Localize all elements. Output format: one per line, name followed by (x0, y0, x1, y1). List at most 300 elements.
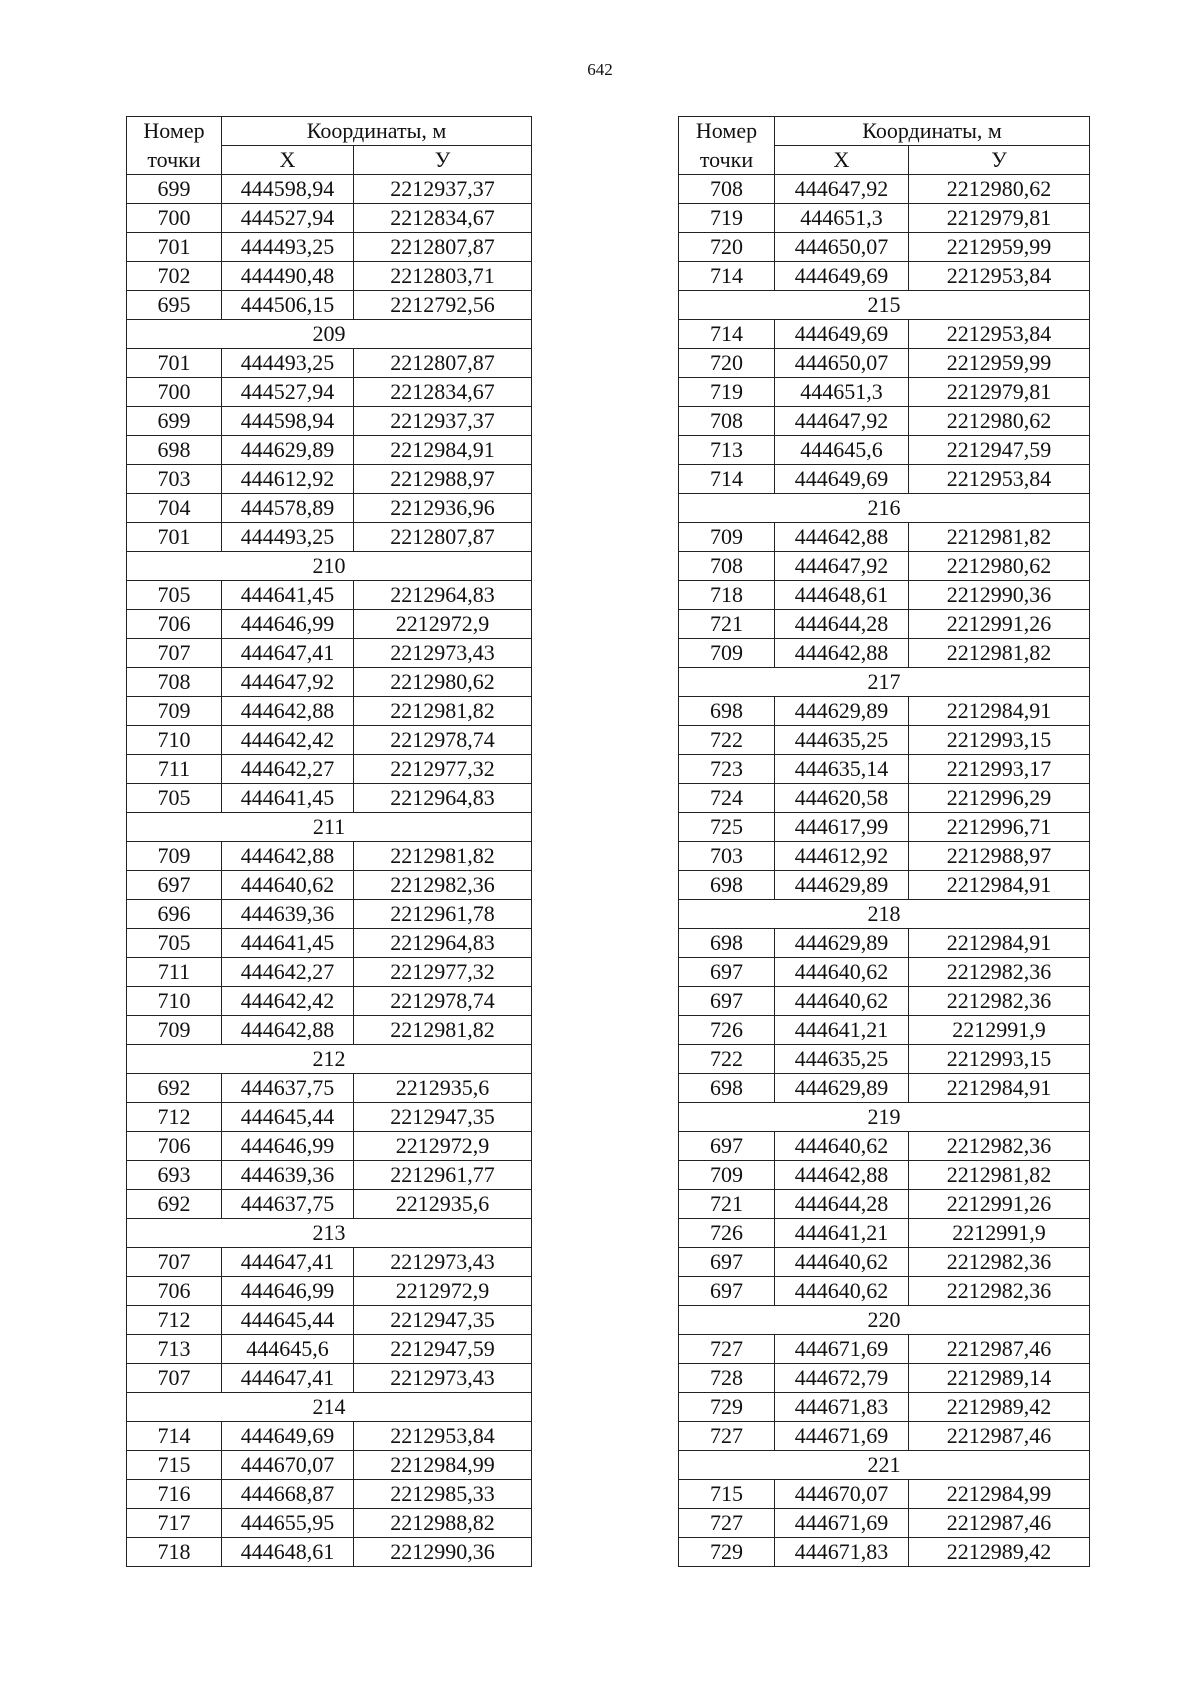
x-coordinate-cell: 444670,07 (222, 1451, 354, 1480)
table-row (127, 1103, 532, 1132)
table-row (679, 842, 1090, 871)
y-coordinate-cell: 2212947,59 (909, 436, 1090, 465)
x-coordinate-cell: 444639,36 (222, 900, 354, 929)
y-coordinate-cell: 2212981,82 (909, 639, 1090, 668)
point-number-cell: 695 (127, 291, 222, 320)
x-coordinate-cell: 444649,69 (775, 262, 909, 291)
y-coordinate-cell: 2212988,97 (909, 842, 1090, 871)
point-number-cell: 707 (127, 639, 222, 668)
x-coordinate-cell: 444617,99 (775, 813, 909, 842)
x-coordinate-cell: 444642,88 (775, 639, 909, 668)
table-row (679, 1335, 1090, 1364)
y-coordinate-cell: 2212978,74 (354, 726, 532, 755)
x-coordinate-cell: 444641,45 (222, 581, 354, 610)
x-coordinate-cell: 444671,69 (775, 1509, 909, 1538)
point-number-cell: 713 (679, 436, 775, 465)
point-number-cell: 692 (127, 1074, 222, 1103)
x-coordinate-cell: 444646,99 (222, 1132, 354, 1161)
table-row (679, 1509, 1090, 1538)
coordinates-header: Координаты, м (775, 117, 1090, 146)
y-coordinate-cell: 2212807,87 (354, 233, 532, 262)
table-row (679, 639, 1090, 668)
x-coordinate-cell: 444644,28 (775, 1190, 909, 1219)
point-number-cell: 705 (127, 581, 222, 610)
y-coordinate-cell: 2212981,82 (909, 1161, 1090, 1190)
y-coordinate-cell: 2212964,83 (354, 929, 532, 958)
x-coordinate-cell: 444637,75 (222, 1190, 354, 1219)
x-coordinate-cell: 444612,92 (222, 465, 354, 494)
y-coordinate-cell: 2212989,42 (909, 1538, 1090, 1567)
table-row (127, 1538, 532, 1567)
point-number-cell: 704 (127, 494, 222, 523)
table-row (127, 1335, 532, 1364)
table-row (127, 958, 532, 987)
table-row (679, 204, 1090, 233)
table-row (679, 407, 1090, 436)
point-number-cell: 722 (679, 726, 775, 755)
x-coordinate-cell: 444641,45 (222, 784, 354, 813)
point-number-cell: 718 (127, 1538, 222, 1567)
table-row (127, 175, 532, 204)
x-coordinate-cell: 444635,25 (775, 1045, 909, 1074)
table-row (127, 1277, 532, 1306)
y-coordinate-cell: 2212996,71 (909, 813, 1090, 842)
x-coordinate-cell: 444650,07 (775, 349, 909, 378)
y-header: У (354, 146, 532, 175)
y-coordinate-cell: 2212936,96 (354, 494, 532, 523)
table-row (679, 697, 1090, 726)
x-coordinate-cell: 444655,95 (222, 1509, 354, 1538)
y-coordinate-cell: 2212990,36 (354, 1538, 532, 1567)
y-coordinate-cell: 2212947,35 (354, 1103, 532, 1132)
section-row (127, 552, 532, 581)
point-number-cell: 700 (127, 204, 222, 233)
y-coordinate-cell: 2212980,62 (909, 175, 1090, 204)
x-coordinate-cell: 444651,3 (775, 378, 909, 407)
x-coordinate-cell: 444642,88 (222, 1016, 354, 1045)
y-coordinate-cell: 2212973,43 (354, 639, 532, 668)
x-coordinate-cell: 444647,92 (775, 407, 909, 436)
point-number-cell: 715 (679, 1480, 775, 1509)
table-row (679, 349, 1090, 378)
point-number-cell: 709 (679, 1161, 775, 1190)
section-number: 209 (127, 320, 532, 349)
table-row (127, 1190, 532, 1219)
point-number-cell: 717 (127, 1509, 222, 1538)
point-number-cell: 722 (679, 1045, 775, 1074)
section-row (679, 494, 1090, 523)
y-coordinate-cell: 2212987,46 (909, 1335, 1090, 1364)
y-coordinate-cell: 2212947,59 (354, 1335, 532, 1364)
point-number-cell: 710 (127, 987, 222, 1016)
point-number-cell: 710 (127, 726, 222, 755)
point-number-cell: 697 (679, 958, 775, 987)
x-coordinate-cell: 444640,62 (775, 987, 909, 1016)
y-coordinate-cell: 2212984,99 (909, 1480, 1090, 1509)
point-number-cell: 699 (127, 175, 222, 204)
point-number-cell: 721 (679, 1190, 775, 1219)
y-coordinate-cell: 2212792,56 (354, 291, 532, 320)
y-coordinate-cell: 2212982,36 (354, 871, 532, 900)
y-coordinate-cell: 2212964,83 (354, 784, 532, 813)
x-coordinate-cell: 444651,3 (775, 204, 909, 233)
point-number-cell: 712 (127, 1103, 222, 1132)
section-number: 221 (679, 1451, 1090, 1480)
section-number: 215 (679, 291, 1090, 320)
table-row (679, 523, 1090, 552)
point-number-cell: 708 (679, 552, 775, 581)
x-coordinate-cell: 444642,88 (222, 697, 354, 726)
y-coordinate-cell: 2212993,17 (909, 755, 1090, 784)
point-number-cell: 729 (679, 1538, 775, 1567)
x-coordinate-cell: 444639,36 (222, 1161, 354, 1190)
x-coordinate-cell: 444671,83 (775, 1538, 909, 1567)
table-row (679, 552, 1090, 581)
x-coordinate-cell: 444671,69 (775, 1335, 909, 1364)
table-row (127, 436, 532, 465)
point-number-cell: 698 (127, 436, 222, 465)
x-coordinate-cell: 444645,6 (222, 1335, 354, 1364)
y-coordinate-cell: 2212935,6 (354, 1074, 532, 1103)
x-coordinate-cell: 444647,41 (222, 639, 354, 668)
table-row (679, 813, 1090, 842)
y-coordinate-cell: 2212982,36 (909, 1132, 1090, 1161)
point-number-cell: 719 (679, 378, 775, 407)
x-coordinate-cell: 444642,27 (222, 958, 354, 987)
y-coordinate-cell: 2212980,62 (909, 552, 1090, 581)
x-coordinate-cell: 444640,62 (775, 1132, 909, 1161)
table-row (127, 1161, 532, 1190)
table-row (679, 1045, 1090, 1074)
table-row (127, 581, 532, 610)
y-coordinate-cell: 2212993,15 (909, 1045, 1090, 1074)
table-row (679, 1132, 1090, 1161)
x-coordinate-cell: 444506,15 (222, 291, 354, 320)
y-coordinate-cell: 2212981,82 (354, 697, 532, 726)
y-coordinate-cell: 2212996,29 (909, 784, 1090, 813)
x-coordinate-cell: 444650,07 (775, 233, 909, 262)
table-row (679, 581, 1090, 610)
point-number-cell: 699 (127, 407, 222, 436)
point-number-cell: 697 (679, 1248, 775, 1277)
y-header: У (909, 146, 1090, 175)
coordinates-header: Координаты, м (222, 117, 532, 146)
point-number-cell: 700 (127, 378, 222, 407)
y-coordinate-cell: 2212961,78 (354, 900, 532, 929)
y-coordinate-cell: 2212834,67 (354, 204, 532, 233)
y-coordinate-cell: 2212984,91 (909, 871, 1090, 900)
table-row (679, 929, 1090, 958)
table-row (127, 262, 532, 291)
table-row (127, 755, 532, 784)
x-coordinate-cell: 444646,99 (222, 1277, 354, 1306)
y-coordinate-cell: 2212991,26 (909, 610, 1090, 639)
y-coordinate-cell: 2212984,91 (354, 436, 532, 465)
table-row (679, 1248, 1090, 1277)
x-coordinate-cell: 444647,41 (222, 1248, 354, 1277)
table-row (679, 262, 1090, 291)
y-coordinate-cell: 2212991,9 (909, 1219, 1090, 1248)
section-row (127, 1393, 532, 1422)
point-number-cell: 698 (679, 697, 775, 726)
y-coordinate-cell: 2212984,91 (909, 929, 1090, 958)
y-coordinate-cell: 2212953,84 (909, 320, 1090, 349)
point-number-cell: 725 (679, 813, 775, 842)
table-row (127, 987, 532, 1016)
y-coordinate-cell: 2212988,82 (354, 1509, 532, 1538)
point-number-cell: 692 (127, 1190, 222, 1219)
x-coordinate-cell: 444629,89 (775, 871, 909, 900)
point-number-cell: 720 (679, 349, 775, 378)
table-row (679, 1161, 1090, 1190)
x-header: Х (775, 146, 909, 175)
point-number-cell: 719 (679, 204, 775, 233)
x-coordinate-cell: 444493,25 (222, 233, 354, 262)
point-number-cell: 711 (127, 958, 222, 987)
table-row (679, 1480, 1090, 1509)
point-number-cell: 709 (127, 1016, 222, 1045)
y-coordinate-cell: 2212978,74 (354, 987, 532, 1016)
x-coordinate-cell: 444635,14 (775, 755, 909, 784)
point-number-cell: 709 (679, 639, 775, 668)
table-row (127, 726, 532, 755)
table-row (127, 610, 532, 639)
header-row (127, 146, 532, 175)
x-coordinate-cell: 444649,69 (222, 1422, 354, 1451)
point-number-header-bottom: точки (127, 146, 222, 175)
point-number-cell: 727 (679, 1335, 775, 1364)
section-row (679, 1451, 1090, 1480)
x-coordinate-cell: 444645,6 (775, 436, 909, 465)
x-coordinate-cell: 444642,88 (222, 842, 354, 871)
x-coordinate-cell: 444629,89 (222, 436, 354, 465)
point-number-header-bottom: точки (679, 146, 775, 175)
x-coordinate-cell: 444648,61 (222, 1538, 354, 1567)
section-number: 212 (127, 1045, 532, 1074)
page-number: 642 (587, 60, 613, 79)
table-row (127, 204, 532, 233)
point-number-cell: 706 (127, 1277, 222, 1306)
x-coordinate-cell: 444641,21 (775, 1219, 909, 1248)
y-coordinate-cell: 2212947,35 (354, 1306, 532, 1335)
point-number-cell: 705 (127, 784, 222, 813)
section-row (127, 813, 532, 842)
y-coordinate-cell: 2212989,42 (909, 1393, 1090, 1422)
y-coordinate-cell: 2212981,82 (354, 1016, 532, 1045)
x-coordinate-cell: 444642,42 (222, 987, 354, 1016)
table-row (127, 349, 532, 378)
point-number-cell: 707 (127, 1364, 222, 1393)
point-number-cell: 698 (679, 929, 775, 958)
table-row (679, 755, 1090, 784)
section-row (127, 1219, 532, 1248)
y-coordinate-cell: 2212990,36 (909, 581, 1090, 610)
x-coordinate-cell: 444642,88 (775, 523, 909, 552)
y-coordinate-cell: 2212972,9 (354, 1132, 532, 1161)
y-coordinate-cell: 2212982,36 (909, 958, 1090, 987)
point-number-cell: 714 (679, 465, 775, 494)
y-coordinate-cell: 2212988,97 (354, 465, 532, 494)
table-row (679, 465, 1090, 494)
section-row (679, 1103, 1090, 1132)
x-coordinate-cell: 444642,27 (222, 755, 354, 784)
point-number-cell: 707 (127, 1248, 222, 1277)
y-coordinate-cell: 2212987,46 (909, 1422, 1090, 1451)
x-coordinate-cell: 444641,45 (222, 929, 354, 958)
table-row (127, 1248, 532, 1277)
point-number-cell: 729 (679, 1393, 775, 1422)
point-number-cell: 697 (127, 871, 222, 900)
table-row (679, 175, 1090, 204)
x-coordinate-cell: 444620,58 (775, 784, 909, 813)
x-coordinate-cell: 444649,69 (775, 465, 909, 494)
x-coordinate-cell: 444647,92 (775, 175, 909, 204)
x-coordinate-cell: 444637,75 (222, 1074, 354, 1103)
y-coordinate-cell: 2212935,6 (354, 1190, 532, 1219)
x-coordinate-cell: 444647,41 (222, 1364, 354, 1393)
table-row (679, 378, 1090, 407)
section-row (679, 668, 1090, 697)
point-number-cell: 701 (127, 233, 222, 262)
point-number-cell: 726 (679, 1016, 775, 1045)
table-row (127, 407, 532, 436)
y-coordinate-cell: 2212984,91 (909, 697, 1090, 726)
y-coordinate-cell: 2212953,84 (354, 1422, 532, 1451)
point-number-cell: 714 (127, 1422, 222, 1451)
point-number-cell: 701 (127, 349, 222, 378)
point-number-cell: 705 (127, 929, 222, 958)
header-row (679, 146, 1090, 175)
y-coordinate-cell: 2212937,37 (354, 407, 532, 436)
x-coordinate-cell: 444641,21 (775, 1016, 909, 1045)
section-number: 213 (127, 1219, 532, 1248)
y-coordinate-cell: 2212985,33 (354, 1480, 532, 1509)
y-coordinate-cell: 2212993,15 (909, 726, 1090, 755)
point-number-cell: 711 (127, 755, 222, 784)
y-coordinate-cell: 2212979,81 (909, 204, 1090, 233)
y-coordinate-cell: 2212937,37 (354, 175, 532, 204)
table-row (127, 1074, 532, 1103)
section-number: 219 (679, 1103, 1090, 1132)
section-row (679, 1306, 1090, 1335)
x-coordinate-cell: 444644,28 (775, 610, 909, 639)
table-row (127, 697, 532, 726)
table-row (679, 726, 1090, 755)
table-row (127, 668, 532, 697)
point-number-cell: 698 (679, 1074, 775, 1103)
section-number: 216 (679, 494, 1090, 523)
x-coordinate-cell: 444578,89 (222, 494, 354, 523)
point-number-cell: 727 (679, 1509, 775, 1538)
point-number-cell: 703 (679, 842, 775, 871)
coordinates-table-right (678, 116, 1090, 1567)
point-number-cell: 696 (127, 900, 222, 929)
point-number-cell: 708 (127, 668, 222, 697)
y-coordinate-cell: 2212982,36 (909, 987, 1090, 1016)
y-coordinate-cell: 2212964,83 (354, 581, 532, 610)
y-coordinate-cell: 2212991,9 (909, 1016, 1090, 1045)
y-coordinate-cell: 2212980,62 (354, 668, 532, 697)
point-number-cell: 697 (679, 1277, 775, 1306)
table-row (127, 465, 532, 494)
y-coordinate-cell: 2212953,84 (909, 262, 1090, 291)
table-row (127, 900, 532, 929)
point-number-cell: 714 (679, 320, 775, 349)
y-coordinate-cell: 2212803,71 (354, 262, 532, 291)
x-coordinate-cell: 444670,07 (775, 1480, 909, 1509)
point-number-cell: 720 (679, 233, 775, 262)
point-number-cell: 728 (679, 1364, 775, 1393)
y-coordinate-cell: 2212959,99 (909, 349, 1090, 378)
y-coordinate-cell: 2212982,36 (909, 1277, 1090, 1306)
y-coordinate-cell: 2212834,67 (354, 378, 532, 407)
table-row (679, 1393, 1090, 1422)
x-coordinate-cell: 444612,92 (775, 842, 909, 871)
x-coordinate-cell: 444647,92 (222, 668, 354, 697)
header-row (679, 117, 1090, 146)
table-row (127, 523, 532, 552)
y-coordinate-cell: 2212973,43 (354, 1364, 532, 1393)
table-row (679, 958, 1090, 987)
table-row (127, 233, 532, 262)
point-number-cell: 708 (679, 175, 775, 204)
point-number-cell: 714 (679, 262, 775, 291)
table-row (679, 1074, 1090, 1103)
table-row (679, 1422, 1090, 1451)
x-coordinate-cell: 444642,88 (775, 1161, 909, 1190)
y-coordinate-cell: 2212979,81 (909, 378, 1090, 407)
point-number-cell: 703 (127, 465, 222, 494)
table-row (127, 929, 532, 958)
x-coordinate-cell: 444647,92 (775, 552, 909, 581)
table-row (679, 610, 1090, 639)
coordinates-table-left (126, 116, 532, 1567)
point-number-cell: 709 (127, 842, 222, 871)
table-row (127, 639, 532, 668)
x-coordinate-cell: 444598,94 (222, 175, 354, 204)
point-number-cell: 724 (679, 784, 775, 813)
table-row (679, 320, 1090, 349)
y-coordinate-cell: 2212984,99 (354, 1451, 532, 1480)
table-row (127, 1451, 532, 1480)
section-number: 220 (679, 1306, 1090, 1335)
x-coordinate-cell: 444493,25 (222, 349, 354, 378)
y-coordinate-cell: 2212959,99 (909, 233, 1090, 262)
x-coordinate-cell: 444672,79 (775, 1364, 909, 1393)
x-coordinate-cell: 444648,61 (775, 581, 909, 610)
point-number-cell: 709 (127, 697, 222, 726)
y-coordinate-cell: 2212972,9 (354, 1277, 532, 1306)
x-coordinate-cell: 444645,44 (222, 1306, 354, 1335)
point-number-cell: 698 (679, 871, 775, 900)
x-coordinate-cell: 444640,62 (775, 1248, 909, 1277)
y-coordinate-cell: 2212807,87 (354, 523, 532, 552)
y-coordinate-cell: 2212987,46 (909, 1509, 1090, 1538)
table-row (679, 1364, 1090, 1393)
y-coordinate-cell: 2212977,32 (354, 958, 532, 987)
table-row (679, 987, 1090, 1016)
table-row (127, 291, 532, 320)
table-row (127, 1364, 532, 1393)
point-number-cell: 727 (679, 1422, 775, 1451)
section-row (679, 291, 1090, 320)
y-coordinate-cell: 2212981,82 (909, 523, 1090, 552)
table-row (127, 1132, 532, 1161)
x-coordinate-cell: 444649,69 (775, 320, 909, 349)
table-row (127, 494, 532, 523)
table-row (679, 1016, 1090, 1045)
x-coordinate-cell: 444671,83 (775, 1393, 909, 1422)
